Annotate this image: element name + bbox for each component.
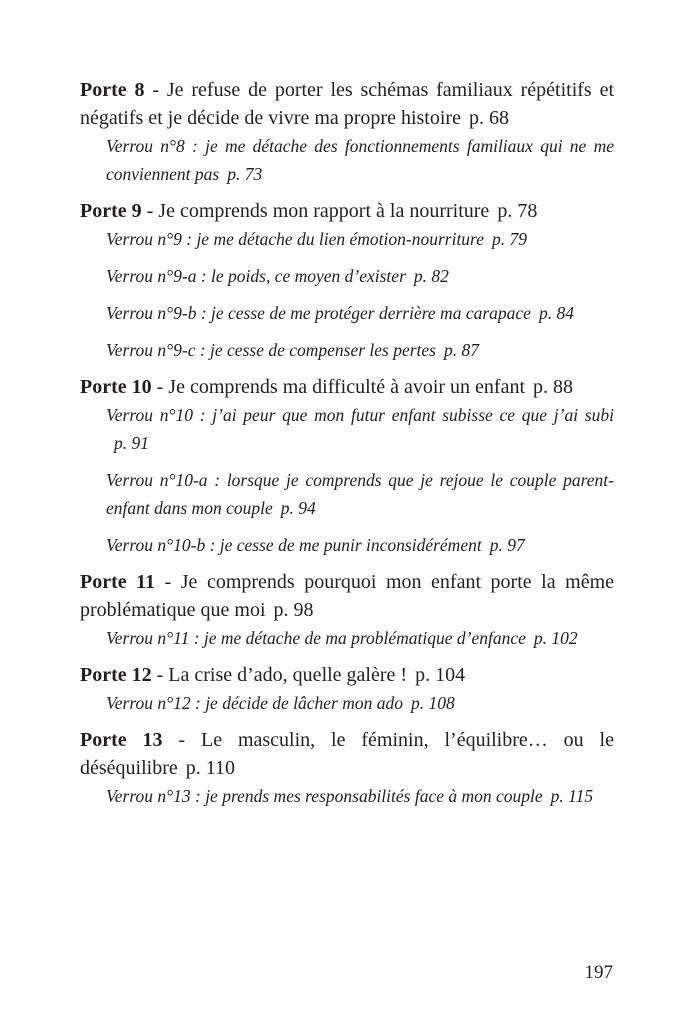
verrou-entry bbox=[106, 466, 614, 522]
verrou-title: Verrou n°9-c : je cesse de compenser les pertes bbox=[106, 340, 436, 360]
page-ref: p. 79 bbox=[492, 229, 527, 249]
porte-label: Porte 11 bbox=[80, 571, 156, 593]
porte-entry bbox=[80, 197, 614, 225]
page-ref: p. 104 bbox=[415, 664, 466, 686]
page-ref: p. 88 bbox=[533, 376, 574, 398]
verrou-title: Verrou n°9 : je me détache du lien émotion-nourriture bbox=[106, 229, 484, 249]
porte-label: Porte 12 bbox=[80, 664, 152, 686]
page-ref: p. 98 bbox=[273, 599, 314, 621]
verrou-entry bbox=[106, 299, 614, 327]
verrou-entry bbox=[106, 401, 614, 457]
page-ref: p. 84 bbox=[538, 303, 574, 323]
page-ref: p. 102 bbox=[533, 628, 578, 648]
verrou-entry bbox=[106, 531, 614, 559]
verrou-entry bbox=[106, 782, 614, 810]
verrou-entry bbox=[106, 624, 614, 652]
verrou-entry bbox=[106, 262, 614, 290]
page-ref: p. 110 bbox=[185, 757, 236, 779]
page-ref: p. 78 bbox=[497, 200, 538, 222]
porte-title: - Je refuse de porter les schémas familiaux répétitifs et négatifs et je décide de vivre ma propre histoire bbox=[80, 79, 615, 129]
porte-entry bbox=[80, 726, 614, 782]
verrou-entry bbox=[106, 132, 614, 188]
page-ref: p. 94 bbox=[280, 498, 316, 518]
verrou-title: Verrou n°8 : je me détache des fonctionnements familiaux qui ne me conviennent pas bbox=[106, 136, 614, 184]
porte-entry bbox=[80, 373, 614, 401]
verrou-title: Verrou n°10-a : lorsque je comprends que je rejoue le couple parent-enfant dans mon couple bbox=[106, 470, 614, 518]
page-number: 197 bbox=[584, 962, 613, 983]
porte-title: - Je comprends ma difficulté à avoir un enfant bbox=[151, 376, 526, 398]
verrou-entry bbox=[106, 689, 614, 717]
verrou-title: Verrou n°10 : j’ai peur que mon futur enfant subisse ce que j’ai subi bbox=[106, 405, 614, 425]
verrou-title: Verrou n°12 : je décide de lâcher mon ado bbox=[106, 693, 403, 713]
verrou-entry bbox=[106, 225, 614, 253]
page-ref: p. 91 bbox=[114, 433, 149, 453]
porte-label: Porte 13 bbox=[80, 729, 163, 751]
page-ref: p. 73 bbox=[227, 164, 263, 184]
page-ref: p. 115 bbox=[550, 786, 594, 806]
page-ref: p. 87 bbox=[444, 340, 479, 360]
porte-title: - Je comprends pourquoi mon enfant porte la même problématique que moi bbox=[80, 571, 615, 621]
page-ref: p. 97 bbox=[489, 535, 525, 555]
porte-title: - Je comprends mon rapport à la nourriture bbox=[141, 200, 490, 222]
porte-title: - La crise d’ado, quelle galère ! bbox=[151, 664, 408, 686]
page-ref: p. 68 bbox=[468, 107, 509, 129]
porte-title: - Le masculin, le féminin, l’équilibre… ou le déséquilibre bbox=[80, 729, 614, 779]
porte-label: Porte 8 bbox=[80, 79, 145, 101]
page-ref: p. 82 bbox=[413, 266, 449, 286]
porte-entry bbox=[80, 568, 614, 624]
porte-label: Porte 9 bbox=[80, 200, 142, 222]
verrou-title: Verrou n°11 : je me détache de ma problématique d’enfance bbox=[106, 628, 526, 648]
table-of-contents bbox=[80, 76, 614, 810]
page-ref: p. 108 bbox=[410, 693, 455, 713]
porte-entry bbox=[80, 76, 614, 132]
porte-label: Porte 10 bbox=[80, 376, 152, 398]
verrou-title: Verrou n°10-b : je cesse de me punir inconsidérément bbox=[106, 535, 482, 555]
porte-entry bbox=[80, 661, 614, 689]
verrou-title: Verrou n°9-a : le poids, ce moyen d’exister bbox=[106, 266, 406, 286]
verrou-title: Verrou n°9-b : je cesse de me protéger derrière ma carapace bbox=[106, 303, 531, 323]
verrou-title: Verrou n°13 : je prends mes responsabilités face à mon couple bbox=[106, 786, 543, 806]
verrou-entry bbox=[106, 336, 614, 364]
